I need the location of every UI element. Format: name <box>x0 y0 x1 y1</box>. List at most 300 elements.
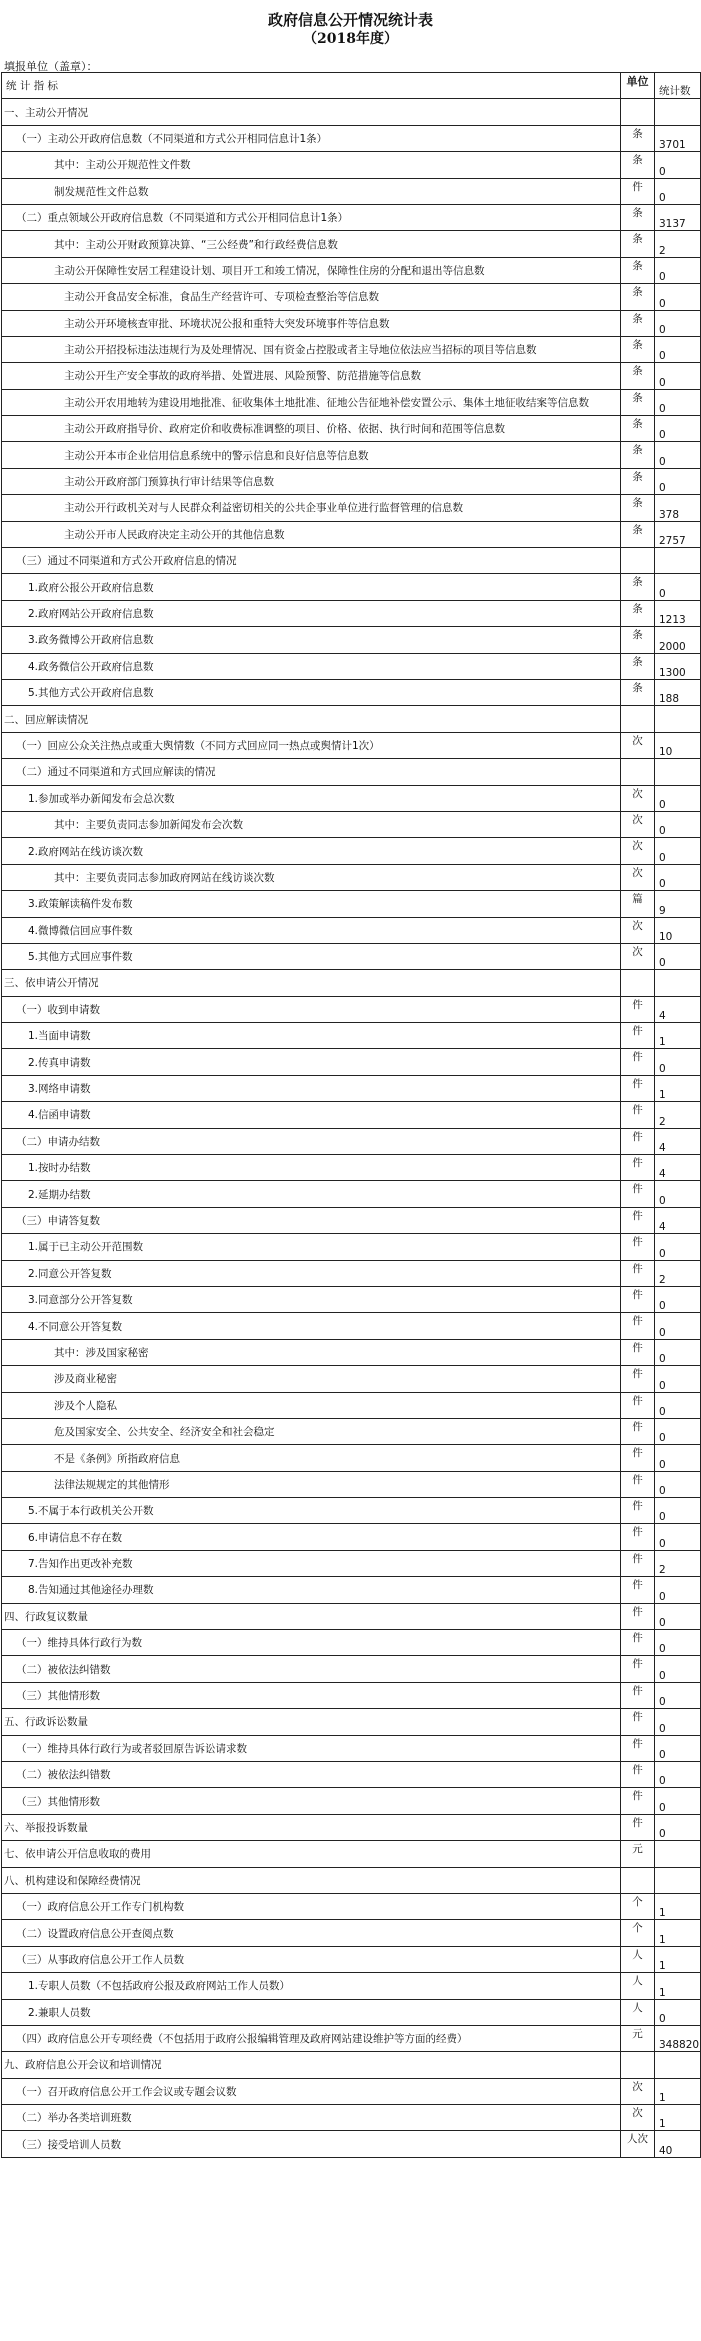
row-value: 0 <box>655 1999 701 2025</box>
row-unit: 条 <box>621 416 655 442</box>
table-row <box>2 1841 701 1867</box>
row-name: （一）主动公开政府信息数（不同渠道和方式公开相同信息计1条） <box>2 125 621 151</box>
row-value: 0 <box>655 363 701 389</box>
row-value: 0 <box>655 442 701 468</box>
row-value: 2 <box>655 1550 701 1576</box>
row-value: 2000 <box>655 627 701 653</box>
row-name: 一、主动公开情况 <box>2 99 621 125</box>
row-value: 0 <box>655 1471 701 1497</box>
row-unit: 条 <box>621 495 655 521</box>
row-unit: 元 <box>621 2025 655 2051</box>
row-unit: 条 <box>621 284 655 310</box>
row-unit: 次 <box>621 838 655 864</box>
row-name: 二、回应解读情况 <box>2 706 621 732</box>
table-row <box>2 1023 701 1049</box>
table-row <box>2 1735 701 1761</box>
row-name: 4.不同意公开答复数 <box>2 1313 621 1339</box>
row-name: 其中：涉及国家秘密 <box>2 1339 621 1365</box>
table-row <box>2 1920 701 1946</box>
row-name: 涉及个人隐私 <box>2 1392 621 1418</box>
row-value: 0 <box>655 1286 701 1312</box>
row-name: 九、政府信息公开会议和培训情况 <box>2 2052 621 2078</box>
table-row <box>2 1181 701 1207</box>
row-value: 0 <box>655 1418 701 1444</box>
row-unit: 件 <box>621 1102 655 1128</box>
row-name: 其中：主要负责同志参加政府网站在线访谈次数 <box>2 864 621 890</box>
row-value: 0 <box>655 1392 701 1418</box>
row-unit: 件 <box>621 1550 655 1576</box>
row-value: 0 <box>655 1656 701 1682</box>
table-row <box>2 970 701 996</box>
row-value: 1 <box>655 2105 701 2131</box>
row-name: 2.兼职人员数 <box>2 1999 621 2025</box>
table-row <box>2 706 701 732</box>
row-value <box>655 99 701 125</box>
table-row <box>2 1498 701 1524</box>
row-unit: 次 <box>621 917 655 943</box>
header-indicator: 统 计 指 标 <box>2 73 621 99</box>
row-unit: 件 <box>621 1630 655 1656</box>
row-name: 1.参加或举办新闻发布会总次数 <box>2 785 621 811</box>
row-value: 0 <box>655 943 701 969</box>
title-block <box>0 10 701 48</box>
table-row <box>2 178 701 204</box>
table-row <box>2 521 701 547</box>
row-unit: 件 <box>621 1049 655 1075</box>
row-unit: 条 <box>621 468 655 494</box>
row-value: 0 <box>655 178 701 204</box>
row-value: 378 <box>655 495 701 521</box>
row-name: （一）维持具体行政行为数 <box>2 1630 621 1656</box>
row-value: 0 <box>655 416 701 442</box>
row-value: 0 <box>655 1735 701 1761</box>
row-unit: 次 <box>621 785 655 811</box>
row-name: 主动公开生产安全事故的政府举措、处置进展、风险预警、防范措施等信息数 <box>2 363 621 389</box>
row-unit <box>621 99 655 125</box>
row-value: 2757 <box>655 521 701 547</box>
row-name: （三）其他情形数 <box>2 1788 621 1814</box>
row-name: 其中：主要负责同志参加新闻发布会次数 <box>2 811 621 837</box>
table-row <box>2 442 701 468</box>
table-row <box>2 1102 701 1128</box>
row-value: 0 <box>655 1498 701 1524</box>
row-value: 0 <box>655 1445 701 1471</box>
table-row <box>2 548 701 574</box>
row-unit: 条 <box>621 152 655 178</box>
row-name: 八、机构建设和保障经费情况 <box>2 1867 621 1893</box>
table-row <box>2 1603 701 1629</box>
table-row <box>2 1709 701 1735</box>
row-unit: 条 <box>621 574 655 600</box>
row-unit <box>621 548 655 574</box>
row-name: 主动公开保障性安居工程建设计划、项目开工和竣工情况，保障性住房的分配和退出等信息数 <box>2 257 621 283</box>
row-value <box>655 706 701 732</box>
row-value: 4 <box>655 1207 701 1233</box>
table-row <box>2 1471 701 1497</box>
row-name: 4.信函申请数 <box>2 1102 621 1128</box>
table-row <box>2 1313 701 1339</box>
row-unit: 件 <box>621 1735 655 1761</box>
row-value: 1 <box>655 1920 701 1946</box>
row-value: 0 <box>655 1709 701 1735</box>
table-row <box>2 891 701 917</box>
table-header-row <box>2 73 701 99</box>
row-unit: 件 <box>621 1498 655 1524</box>
row-value: 0 <box>655 1762 701 1788</box>
row-name: 1.属于已主动公开范围数 <box>2 1234 621 1260</box>
table-row <box>2 2105 701 2131</box>
row-name: （四）政府信息公开专项经费（不包括用于政府公报编辑管理及政府网站建设维护等方面的经费） <box>2 2025 621 2051</box>
row-unit: 件 <box>621 996 655 1022</box>
header-unit: 单位 <box>621 73 655 99</box>
row-name: 8.告知通过其他途径办理数 <box>2 1577 621 1603</box>
row-name: 主动公开本市企业信用信息系统中的警示信息和良好信息等信息数 <box>2 442 621 468</box>
row-name: 2.传真申请数 <box>2 1049 621 1075</box>
row-name: （二）申请办结数 <box>2 1128 621 1154</box>
row-unit: 条 <box>621 363 655 389</box>
row-unit: 篇 <box>621 891 655 917</box>
table-row <box>2 495 701 521</box>
table-row <box>2 1155 701 1181</box>
row-name: （一）回应公众关注热点或重大舆情数（不同方式回应同一热点或舆情计1次） <box>2 732 621 758</box>
table-row <box>2 679 701 705</box>
table-row <box>2 152 701 178</box>
table-row <box>2 2078 701 2104</box>
table-row <box>2 759 701 785</box>
table-row <box>2 1075 701 1101</box>
page-subtitle: （2018年度） <box>303 31 398 47</box>
row-value: 0 <box>655 1630 701 1656</box>
row-name: 2.政府网站在线访谈次数 <box>2 838 621 864</box>
row-name: （三）从事政府信息公开工作人员数 <box>2 1946 621 1972</box>
row-value: 0 <box>655 336 701 362</box>
row-value: 0 <box>655 310 701 336</box>
row-value: 1 <box>655 1973 701 1999</box>
row-value: 40 <box>655 2131 701 2157</box>
row-value <box>655 970 701 996</box>
row-name: 主动公开农用地转为建设用地批准、征收集体土地批准、征地公告征地补偿安置公示、集体土地征收结案等信息数 <box>2 389 621 415</box>
row-name: 五、行政诉讼数量 <box>2 1709 621 1735</box>
row-name: 主动公开招投标违法违规行为及处理情况、国有资金占控股或者主导地位依法应当招标的项目等信息数 <box>2 336 621 362</box>
table-row <box>2 653 701 679</box>
row-name: （一）政府信息公开工作专门机构数 <box>2 1893 621 1919</box>
row-unit: 条 <box>621 600 655 626</box>
row-value: 2 <box>655 1102 701 1128</box>
row-name: 主动公开食品安全标准，食品生产经营许可、专项检查整治等信息数 <box>2 284 621 310</box>
row-unit: 件 <box>621 1392 655 1418</box>
row-unit: 件 <box>621 1682 655 1708</box>
row-unit: 件 <box>621 1603 655 1629</box>
table-row <box>2 996 701 1022</box>
table-row <box>2 1260 701 1286</box>
row-name: 5.不属于本行政机关公开数 <box>2 1498 621 1524</box>
row-unit: 条 <box>621 231 655 257</box>
table-row <box>2 363 701 389</box>
header-value: 统计数 <box>655 73 701 99</box>
row-name: 7.告知作出更改补充数 <box>2 1550 621 1576</box>
row-name: （二）举办各类培训班数 <box>2 2105 621 2131</box>
row-value: 0 <box>655 257 701 283</box>
row-unit <box>621 1867 655 1893</box>
row-unit: 件 <box>621 1260 655 1286</box>
row-name: （三）通过不同渠道和方式公开政府信息的情况 <box>2 548 621 574</box>
table-row <box>2 1049 701 1075</box>
row-name: 2.政府网站公开政府信息数 <box>2 600 621 626</box>
table-row <box>2 1234 701 1260</box>
row-unit: 件 <box>621 1155 655 1181</box>
row-name: 七、依申请公开信息收取的费用 <box>2 1841 621 1867</box>
row-value: 0 <box>655 1339 701 1365</box>
row-name: 5.其他方式公开政府信息数 <box>2 679 621 705</box>
row-name: 2.延期办结数 <box>2 1181 621 1207</box>
row-unit: 次 <box>621 943 655 969</box>
row-name: （一）召开政府信息公开工作会议或专题会议数 <box>2 2078 621 2104</box>
row-name: 四、行政复议数量 <box>2 1603 621 1629</box>
row-unit: 元 <box>621 1841 655 1867</box>
table-row <box>2 1392 701 1418</box>
row-name: 法律法规规定的其他情形 <box>2 1471 621 1497</box>
row-name: （二）被依法纠错数 <box>2 1656 621 1682</box>
table-row <box>2 2025 701 2051</box>
row-name: 六、举报投诉数量 <box>2 1814 621 1840</box>
row-unit: 件 <box>621 1366 655 1392</box>
row-value: 0 <box>655 785 701 811</box>
page-title: 政府信息公开情况统计表 <box>267 11 433 29</box>
table-row <box>2 864 701 890</box>
row-name: 其中：主动公开规范性文件数 <box>2 152 621 178</box>
row-name: 主动公开市人民政府决定主动公开的其他信息数 <box>2 521 621 547</box>
table-row <box>2 1445 701 1471</box>
table-row <box>2 389 701 415</box>
row-value: 0 <box>655 1049 701 1075</box>
row-value: 0 <box>655 1234 701 1260</box>
table-row <box>2 1207 701 1233</box>
table-row <box>2 1999 701 2025</box>
table-row <box>2 917 701 943</box>
table-row <box>2 1577 701 1603</box>
row-unit: 个 <box>621 1893 655 1919</box>
row-unit: 件 <box>621 1709 655 1735</box>
row-name: （三）接受培训人员数 <box>2 2131 621 2157</box>
row-value: 1213 <box>655 600 701 626</box>
row-value: 0 <box>655 864 701 890</box>
row-value: 0 <box>655 152 701 178</box>
row-unit: 人 <box>621 1946 655 1972</box>
row-name: 1.当面申请数 <box>2 1023 621 1049</box>
row-unit: 件 <box>621 1577 655 1603</box>
row-unit: 条 <box>621 679 655 705</box>
row-value: 188 <box>655 679 701 705</box>
row-value: 4 <box>655 1155 701 1181</box>
row-unit: 条 <box>621 125 655 151</box>
row-name: 4.政务微信公开政府信息数 <box>2 653 621 679</box>
row-unit: 次 <box>621 864 655 890</box>
table-row <box>2 1788 701 1814</box>
table-row <box>2 1286 701 1312</box>
row-value: 1 <box>655 1075 701 1101</box>
row-name: 主动公开环境核查审批、环境状况公报和重特大突发环境事件等信息数 <box>2 310 621 336</box>
table-row <box>2 336 701 362</box>
table-row <box>2 125 701 151</box>
row-unit: 条 <box>621 204 655 230</box>
table-row <box>2 1946 701 1972</box>
table-row <box>2 1893 701 1919</box>
table-row <box>2 732 701 758</box>
row-name: （二）通过不同渠道和方式回应解读的情况 <box>2 759 621 785</box>
row-name: 主动公开政府部门预算执行审计结果等信息数 <box>2 468 621 494</box>
table-row <box>2 1339 701 1365</box>
table-row <box>2 99 701 125</box>
row-unit: 件 <box>621 1339 655 1365</box>
row-unit: 条 <box>621 389 655 415</box>
table-row <box>2 231 701 257</box>
table-row <box>2 943 701 969</box>
row-name: 不是《条例》所指政府信息 <box>2 1445 621 1471</box>
row-value: 0 <box>655 284 701 310</box>
row-unit: 条 <box>621 521 655 547</box>
row-unit: 次 <box>621 2105 655 2131</box>
row-unit: 人 <box>621 1973 655 1999</box>
table-row <box>2 1366 701 1392</box>
row-unit: 件 <box>621 1418 655 1444</box>
row-name: 制发规范性文件总数 <box>2 178 621 204</box>
row-name: （一）收到申请数 <box>2 996 621 1022</box>
row-value: 3701 <box>655 125 701 151</box>
row-unit: 次 <box>621 811 655 837</box>
row-value: 2 <box>655 231 701 257</box>
table-row <box>2 1867 701 1893</box>
table-row <box>2 204 701 230</box>
row-unit: 次 <box>621 732 655 758</box>
row-unit: 件 <box>621 178 655 204</box>
row-name: （三）其他情形数 <box>2 1682 621 1708</box>
table-row <box>2 310 701 336</box>
table-row <box>2 257 701 283</box>
row-value: 0 <box>655 389 701 415</box>
table-row <box>2 785 701 811</box>
row-name: 三、依申请公开情况 <box>2 970 621 996</box>
row-unit: 件 <box>621 1234 655 1260</box>
row-value: 1 <box>655 1946 701 1972</box>
row-value: 9 <box>655 891 701 917</box>
row-value: 0 <box>655 1181 701 1207</box>
row-value <box>655 548 701 574</box>
row-unit: 人 <box>621 1999 655 2025</box>
row-value: 3137 <box>655 204 701 230</box>
row-unit: 件 <box>621 1313 655 1339</box>
row-unit: 件 <box>621 1814 655 1840</box>
row-value: 0 <box>655 1814 701 1840</box>
table-row <box>2 468 701 494</box>
fill-unit-label: 填报单位（盖章）： <box>4 60 98 73</box>
row-unit: 件 <box>621 1075 655 1101</box>
row-value: 348820 <box>655 2025 701 2051</box>
table-row <box>2 1418 701 1444</box>
row-unit: 人次 <box>621 2131 655 2157</box>
row-name: 3.政策解读稿件发布数 <box>2 891 621 917</box>
table-row <box>2 1128 701 1154</box>
row-value: 10 <box>655 917 701 943</box>
row-name: 危及国家安全、公共安全、经济安全和社会稳定 <box>2 1418 621 1444</box>
table-row <box>2 1524 701 1550</box>
row-unit: 条 <box>621 627 655 653</box>
row-name: 4.微博微信回应事件数 <box>2 917 621 943</box>
row-name: 2.同意公开答复数 <box>2 1260 621 1286</box>
table-row <box>2 574 701 600</box>
row-unit: 个 <box>621 1920 655 1946</box>
row-value: 0 <box>655 1313 701 1339</box>
table-row <box>2 838 701 864</box>
row-unit <box>621 759 655 785</box>
row-value <box>655 2052 701 2078</box>
row-value: 0 <box>655 1524 701 1550</box>
row-unit <box>621 970 655 996</box>
row-value: 0 <box>655 838 701 864</box>
row-value: 2 <box>655 1260 701 1286</box>
row-name: 5.其他方式回应事件数 <box>2 943 621 969</box>
row-unit: 条 <box>621 257 655 283</box>
row-unit: 件 <box>621 1788 655 1814</box>
row-name: 主动公开政府指导价、政府定价和收费标准调整的项目、价格、依据、执行时间和范围等信息数 <box>2 416 621 442</box>
row-value: 4 <box>655 996 701 1022</box>
table-row <box>2 1682 701 1708</box>
row-value: 0 <box>655 1366 701 1392</box>
row-name: 3.同意部分公开答复数 <box>2 1286 621 1312</box>
table-row <box>2 1550 701 1576</box>
row-unit: 件 <box>621 1445 655 1471</box>
row-unit: 件 <box>621 1207 655 1233</box>
row-name: 1.政府公报公开政府信息数 <box>2 574 621 600</box>
row-value: 0 <box>655 468 701 494</box>
row-value: 1300 <box>655 653 701 679</box>
table-row <box>2 2052 701 2078</box>
row-value <box>655 1867 701 1893</box>
row-name: 涉及商业秘密 <box>2 1366 621 1392</box>
row-value: 10 <box>655 732 701 758</box>
row-value: 1 <box>655 2078 701 2104</box>
table-row <box>2 1630 701 1656</box>
table-row <box>2 284 701 310</box>
table-row <box>2 627 701 653</box>
row-name: 6.申请信息不存在数 <box>2 1524 621 1550</box>
table-row <box>2 1814 701 1840</box>
row-name: （一）维持具体行政行为或者驳回原告诉讼请求数 <box>2 1735 621 1761</box>
row-name: 主动公开行政机关对与人民群众利益密切相关的公共企事业单位进行监督管理的信息数 <box>2 495 621 521</box>
table-row <box>2 416 701 442</box>
row-value <box>655 759 701 785</box>
row-unit <box>621 706 655 732</box>
row-value: 0 <box>655 1682 701 1708</box>
row-value <box>655 1841 701 1867</box>
row-unit: 件 <box>621 1656 655 1682</box>
row-unit: 条 <box>621 336 655 362</box>
row-value: 4 <box>655 1128 701 1154</box>
row-value: 0 <box>655 1603 701 1629</box>
row-value: 0 <box>655 811 701 837</box>
row-name: 3.政务微博公开政府信息数 <box>2 627 621 653</box>
row-value: 0 <box>655 1577 701 1603</box>
row-unit: 条 <box>621 442 655 468</box>
table-row <box>2 811 701 837</box>
row-unit: 件 <box>621 1181 655 1207</box>
table-row <box>2 1973 701 1999</box>
row-unit: 件 <box>621 1762 655 1788</box>
row-name: （二）被依法纠错数 <box>2 1762 621 1788</box>
row-value: 0 <box>655 1788 701 1814</box>
row-unit: 件 <box>621 1471 655 1497</box>
table-row <box>2 2131 701 2157</box>
row-name: （二）设置政府信息公开查阅点数 <box>2 1920 621 1946</box>
